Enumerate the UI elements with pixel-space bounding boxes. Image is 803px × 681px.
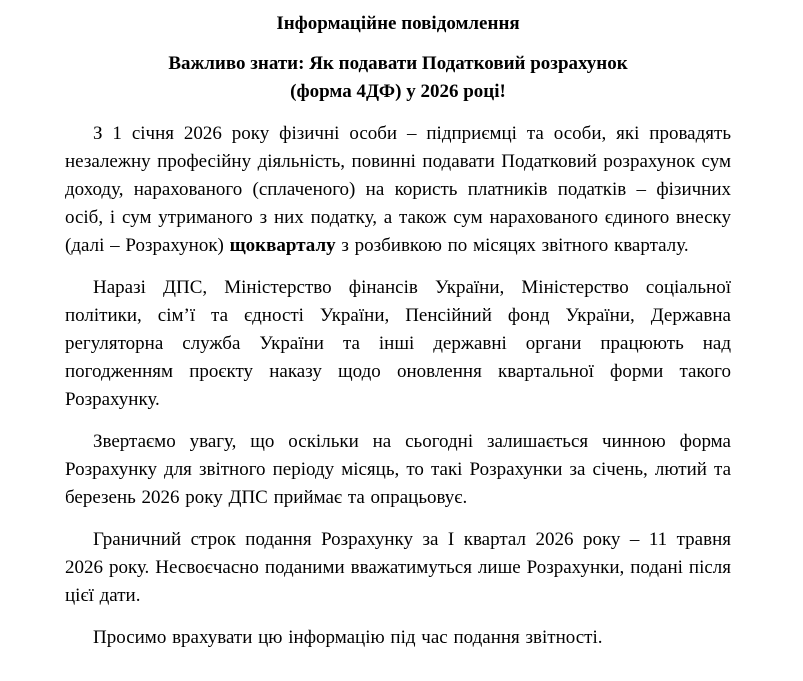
paragraph-1	[65, 120, 731, 260]
paragraph-3: Звертаємо увагу, що оскільки на сьогодні залишається чинною форма Розрахунку для звітного періоду місяць, то такі Розрахунки за січень, лютий та березень 2026 року ДПС приймає та опрацьовує.	[65, 431, 731, 508]
paragraph-1-text-continued: з розбивкою по місяцях звітного кварталу.	[335, 235, 689, 256]
document-title: Інформаційне повідомлення	[276, 13, 520, 34]
paragraph-4: Граничний строк подання Розрахунку за І квартал 2026 року – 11 травня 2026 року. Несвоєчасно поданими вважатимуться лише Розрахунки, подані після цієї дати.	[65, 529, 731, 606]
document-heading	[65, 50, 731, 106]
heading-line-1: Важливо знати: Як подавати Податковий розрахунок	[168, 53, 628, 74]
heading-line-2: (форма 4ДФ) у 2026 році!	[290, 81, 506, 102]
paragraph-1-text: З 1 січня 2026 року фізичні особи – підприємці та особи, які провадять незалежну професійну діяльність, повинні подавати Податковий розрахунок сум доходу, нарахованого (сплаченого) на користь платників податків – фізичних осіб, і сум утриманого з них податку, а також сум нарахованого єдиного внеску (далі – Розрахунок)	[65, 123, 731, 256]
paragraph-1-bold-term: щокварталу	[229, 235, 336, 256]
paragraph-2: Наразі ДПС, Міністерство фінансів України, Міністерство соціальної політики, сім’ї та єдності України, Пенсійний фонд України, Державна регуляторна служба України та інші державні органи працюють над погодженням проєкту наказу щодо оновлення квартальної форми такого Розрахунку.	[65, 277, 731, 410]
paragraph-5: Просимо врахувати цю інформацію під час подання звітності.	[93, 627, 603, 648]
